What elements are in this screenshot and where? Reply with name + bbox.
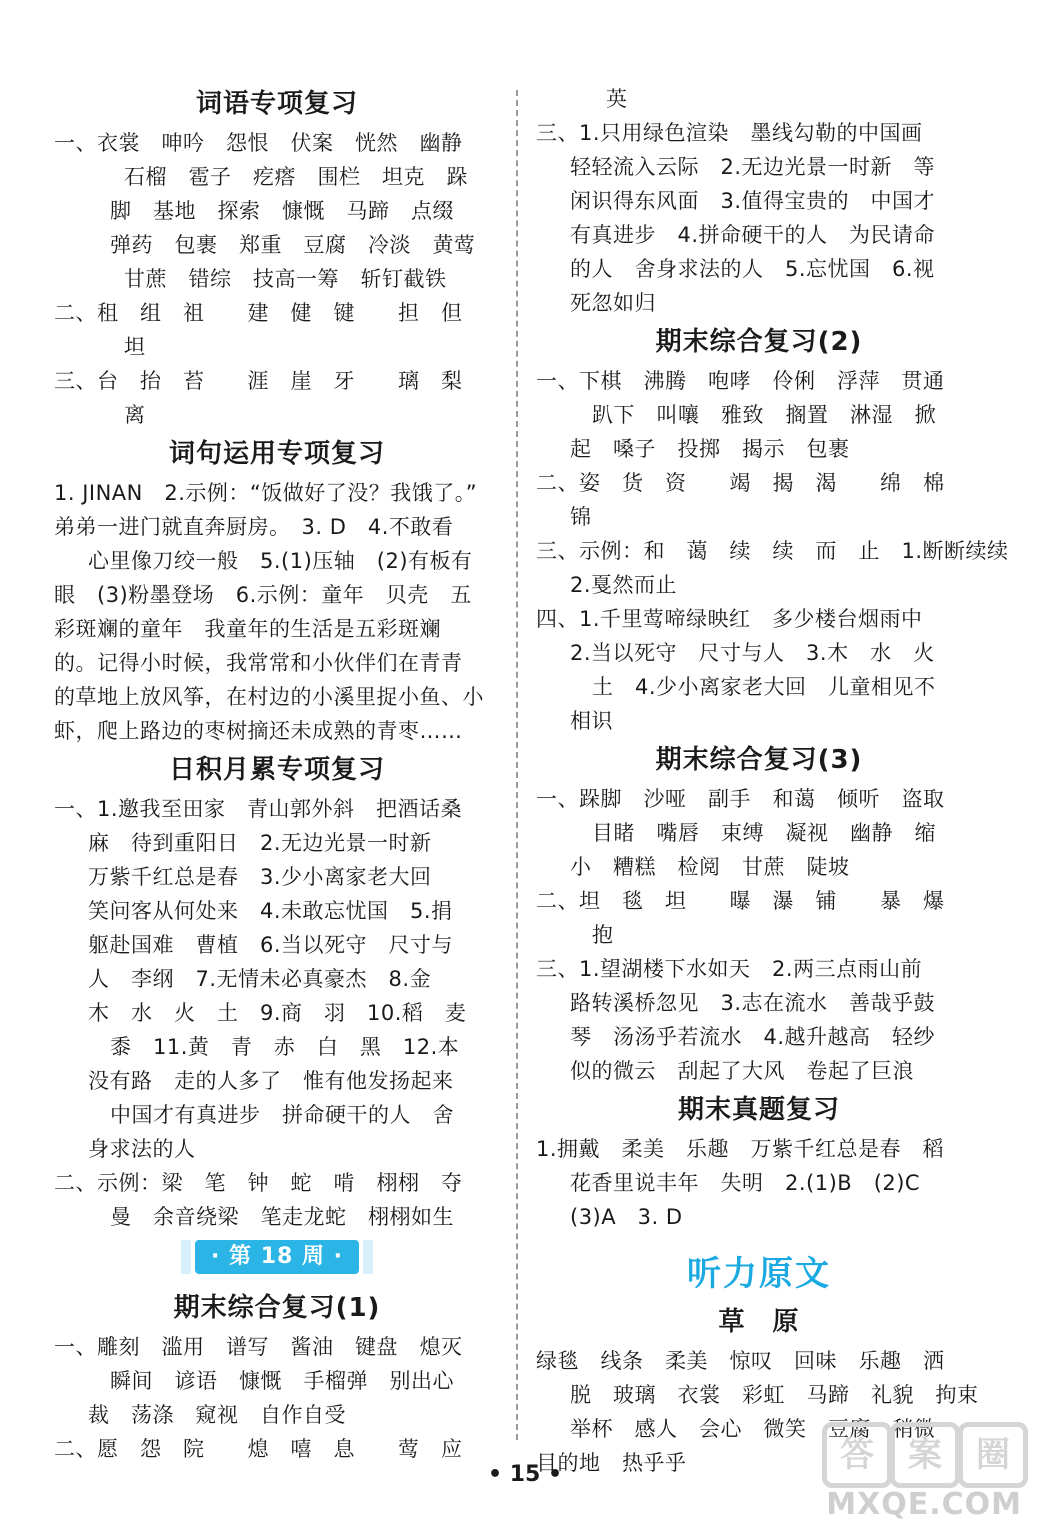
week-badge: · 第 18 周 ·: [195, 1240, 359, 1274]
text-line: 瞬间 谚语 慷慨 手榴弹 别出心: [110, 1369, 454, 1393]
text-line: 身求法的人: [88, 1137, 196, 1161]
section-title-final-exam-review: 期末真题复习: [677, 1095, 840, 1125]
text-line: 1. JINAN 2.示例：“饭做好了没？我饿了。”: [54, 481, 478, 505]
text-line: 三、台 抬 苔 涯 崖 牙 璃 梨: [54, 369, 463, 393]
text-line: 没有路 走的人多了 惟有他发扬起来: [88, 1069, 454, 1093]
text-line: 绿毯 线条 柔美 惊叹 回味 乐趣 洒: [536, 1349, 945, 1373]
text-line: 二、姿 货 资 竭 揭 渴 绵 棉: [536, 471, 945, 495]
text-line: 二、愿 怨 院 熄 嘻 息 莺 应: [54, 1437, 463, 1461]
text-line: 脚 基地 探索 慷慨 马蹄 点缀: [110, 199, 454, 223]
watermark-char: 案: [890, 1422, 960, 1488]
text-line: 四、1.千里莺啼绿映红 多少楼台烟雨中: [536, 607, 923, 631]
text-line: 一、下棋 沸腾 咆哮 伶俐 浮萍 贯通: [536, 369, 945, 393]
text-line: (3)A 3. D: [570, 1205, 683, 1229]
text-line: 2.当以死守 尺寸与人 3.木 水 火: [570, 641, 935, 665]
text-line: 弟弟一进门就直奔厨房。 3. D 4.不敢看: [54, 515, 454, 539]
text-line: 目的地 热乎乎: [536, 1451, 687, 1475]
text-line: 一、衣裳 呻吟 怨恨 伏案 恍然 幽静: [54, 131, 463, 155]
text-line: 甘蔗 错综 技高一筹 斩钉截铁: [124, 267, 447, 291]
text-line: 目睹 嘴唇 束缚 凝视 幽静 缩: [592, 821, 936, 845]
section-title-final-review-2: 期末综合复习(2): [655, 327, 863, 357]
watermark-logo: [822, 1422, 1022, 1522]
section-title-daily-accumulation-review: 日积月累专项复习: [168, 755, 385, 785]
section-title-final-review-3: 期末综合复习(3): [655, 745, 863, 775]
text-line: 三、1.只用绿色渲染 墨线勾勒的中国画: [536, 121, 923, 145]
text-line: 抱: [592, 923, 614, 947]
text-line: 曼 余音绕梁 笔走龙蛇 栩栩如生: [110, 1205, 454, 1229]
week-badge-wrapper: [54, 1240, 500, 1286]
watermark-url: MXQE.COM: [826, 1487, 1022, 1522]
section-title-sentence-usage-review: 词句运用专项复习: [168, 439, 385, 469]
text-line: 相识: [570, 709, 613, 733]
text-line: 英: [606, 87, 628, 111]
text-line: 万紫千红总是春 3.少小离家老大回: [88, 865, 432, 889]
text-line: 木 水 火 土 9.商 羽 10.稻 麦: [88, 1001, 467, 1025]
left-column: [54, 82, 500, 1466]
text-line: 似的微云 刮起了大风 卷起了巨浪: [570, 1059, 914, 1083]
text-line: 2.戛然而止: [570, 573, 678, 597]
section-title-final-review-1: 期末综合复习(1): [173, 1293, 381, 1323]
right-column: [536, 82, 1009, 1480]
section-title-vocabulary-review: 词语专项复习: [195, 89, 358, 119]
text-line: 小 糟糕 检阅 甘蔗 陡坡: [570, 855, 850, 879]
text-line: 的。记得小时候，我常常和小伙伴们在青青: [54, 651, 463, 675]
text-line: 闲识得东风面 3.值得宝贵的 中国才: [570, 189, 936, 213]
text-line: 琴 汤汤乎若流水 4.越升越高 轻纱: [570, 1025, 936, 1049]
text-line: 石榴 雹子 疙瘩 围栏 坦克 跺: [124, 165, 468, 189]
text-line: 笑问客从何处来 4.未敢忘忧国 5.捐: [88, 899, 453, 923]
text-line: 三、示例：和 蔼 续 续 而 止 1.断断续续: [536, 539, 1009, 563]
text-line: 二、坦 毯 坦 曝 瀑 铺 暴 爆: [536, 889, 945, 913]
text-line: 离: [124, 403, 146, 427]
section-title-grassland: 草 原: [718, 1307, 800, 1337]
text-line: 锦: [570, 505, 592, 529]
watermark-char: 答: [822, 1422, 892, 1488]
text-line: 一、跺脚 沙哑 副手 和蔼 倾听 盗取: [536, 787, 945, 811]
text-line: 二、示例：梁 笔 钟 蛇 啃 栩栩 夺: [54, 1171, 463, 1195]
text-line: 中国才有真进步 拼命硬干的人 舍: [110, 1103, 454, 1127]
text-line: 脱 玻璃 衣裳 彩虹 马蹄 礼貌 拘束: [570, 1383, 979, 1407]
text-line: 坦: [124, 335, 146, 359]
text-line: 一、1.邀我至田家 青山郭外斜 把酒话桑: [54, 797, 463, 821]
text-line: 的草地上放风筝，在村边的小溪里捉小鱼、小: [54, 685, 484, 709]
watermark-char: 圈: [958, 1422, 1028, 1488]
text-line: 土 4.少小离家老大回 儿童相见不: [592, 675, 936, 699]
text-line: 起 嗓子 投掷 揭示 包裹: [570, 437, 850, 461]
column-divider: [516, 90, 518, 1440]
text-line: 趴下 叫嚷 雅致 搁置 淋湿 掀: [592, 403, 936, 427]
text-line: 二、租 组 祖 建 健 键 担 但: [54, 301, 463, 325]
text-line: 路转溪桥忽见 3.志在流水 善哉乎鼓: [570, 991, 936, 1015]
text-line: 一、雕刻 滥用 谱写 酱油 键盘 熄灭: [54, 1335, 463, 1359]
text-line: 裁 荡涤 窥视 自作自受: [88, 1403, 346, 1427]
text-line: 举杯 感人 会心 微笑 豆腐 稍微: [570, 1417, 936, 1441]
text-line: 心里像刀绞一般 5.(1)压轴 (2)有板有: [88, 549, 473, 573]
text-line: 1.拥戴 柔美 乐趣 万紫千红总是春 稻: [536, 1137, 945, 1161]
page-number: • 15 •: [487, 1462, 563, 1487]
text-line: 黍 11.黄 青 赤 白 黑 12.本: [110, 1035, 460, 1059]
text-line: 的人 舍身求法的人 5.忘忧国 6.视: [570, 257, 935, 281]
text-line: 麻 待到重阳日 2.无边光景一时新: [88, 831, 432, 855]
text-line: 有真进步 4.拼命硬干的人 为民请命: [570, 223, 936, 247]
text-line: 彩斑斓的童年 我童年的生活是五彩斑斓: [54, 617, 441, 641]
text-line: 花香里说丰年 失明 2.(1)B (2)C: [570, 1171, 921, 1195]
text-line: 三、1.望湖楼下水如天 2.两三点雨山前: [536, 957, 923, 981]
text-line: 死忽如归: [570, 291, 656, 315]
text-line: 轻轻流入云际 2.无边光景一时新 等: [570, 155, 936, 179]
text-line: 躯赴国难 曹植 6.当以死守 尺寸与: [88, 933, 454, 957]
text-line: 人 李纲 7.无情未必真豪杰 8.金: [88, 967, 432, 991]
text-line: 眼 (3)粉墨登场 6.示例：童年 贝壳 五: [54, 583, 472, 607]
text-line: 虾，爬上路边的枣树摘还未成熟的青枣……: [54, 719, 463, 743]
listening-script-heading: 听力原文: [687, 1254, 831, 1294]
text-line: 弹药 包裹 郑重 豆腐 冷淡 黄莺: [110, 233, 476, 257]
